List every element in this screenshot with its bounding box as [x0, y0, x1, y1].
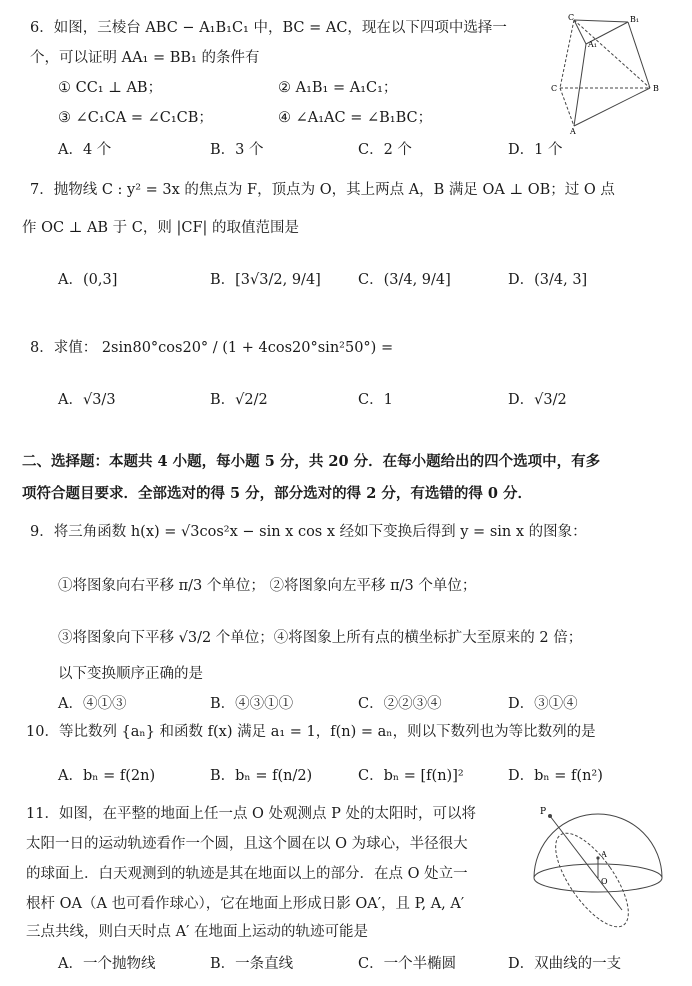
frustum-label-a: A: [570, 127, 576, 135]
q7-option-b: B．[3√3/2, 9/4]: [210, 272, 321, 288]
q6-option-a: A．4 个: [58, 142, 112, 158]
q11-line4: 根杆 OA（A 也可看作球心），它在地面上形成日影 OA′，且 P, A, A′: [26, 896, 465, 912]
q10-option-d: D．bₙ = f(n²): [508, 768, 603, 784]
label-p: P: [540, 807, 547, 817]
label-a: A: [601, 850, 607, 859]
q6-line1: 6．如图，三棱台 ABC − A₁B₁C₁ 中，BC = AC，现在以下四项中选择一: [30, 20, 507, 36]
q6-condition-1: ① CC₁ ⊥ AB；: [58, 80, 163, 96]
q10-option-b: B．bₙ = f(n/2): [210, 768, 313, 784]
q9-line4: 以下变换顺序正确的是: [58, 666, 203, 682]
q11-option-a: A．一个抛物线: [58, 956, 156, 972]
q11-option-d: D．双曲线的一支: [508, 956, 622, 972]
frustum-label-c1: C: [568, 13, 575, 22]
q7-line1: 7．抛物线 C : y² = 3x 的焦点为 F，顶点为 O，其上两点 A，B 满足 OA ⊥ OB；过 O 点: [30, 182, 615, 198]
q10-option-a: A．bₙ = f(2n): [58, 768, 156, 784]
q11-option-c: C．一个半椭圆: [358, 956, 457, 972]
section2-line2: 项符合题目要求．全部选对的得 5 分，部分选对的得 2 分，有选错的得 0 分．: [22, 485, 533, 502]
label-o: O: [601, 877, 608, 886]
q7-option-d: D．(3/4, 3]: [508, 272, 588, 288]
q6-condition-3: ③ ∠C₁CA = ∠C₁CB；: [58, 110, 213, 126]
q9-line2: ①将图象向右平移 π/3 个单位； ②将图象向左平移 π/3 个单位；: [58, 578, 477, 594]
q11-option-b: B．一条直线: [210, 956, 294, 972]
q6-line2: 个，可以证明 AA₁ = BB₁ 的条件有: [30, 50, 260, 66]
q6-option-d: D．1 个: [508, 142, 563, 158]
q6-condition-2: ② A₁B₁ = A₁C₁；: [278, 80, 398, 96]
section2-line1: 二、选择题：本题共 4 小题，每小题 5 分，共 20 分．在每小题给出的四个选项中，有多: [22, 453, 601, 470]
q11-line3: 的球面上．白天观测到的轨迹是其在地面以上的部分．在点 O 处立一: [26, 866, 468, 882]
q11-line2: 太阳一日的运动轨迹看作一个圆，且这个圆在以 O 为球心，半径很大: [26, 836, 468, 852]
q11-line5: 三点共线，则白天时点 A′ 在地面上运动的轨迹可能是: [26, 924, 368, 940]
q6-condition-4: ④ ∠A₁AC = ∠B₁BC；: [278, 110, 433, 126]
point-a: [596, 856, 599, 859]
q9-option-b: B．④③①①: [210, 696, 294, 712]
q7-option-c: C．(3/4, 9/4]: [358, 272, 451, 288]
point-p: [548, 814, 552, 818]
q8-option-c: C．1: [358, 392, 393, 408]
q9-line3: ③将图象向下平移 √3/2 个单位；④将图象上所有点的横坐标扩大至原来的 2 倍；: [58, 630, 583, 646]
q9-option-a: A．④①③: [58, 696, 127, 712]
q9-line1: 9．将三角函数 h(x) = √3cos²x − sin x cos x 经如下变换后得到 y = sin x 的图象：: [30, 524, 587, 540]
sun-path-figure: [528, 800, 668, 940]
q8-option-b: B．√2/2: [210, 392, 268, 408]
frustum-label-b1: B₁: [630, 15, 640, 24]
q10-line1: 10．等比数列 {aₙ} 和函数 f(x) 满足 a₁ = 1，f(n) = aₙ，则以下数列也为等比数列的是: [26, 724, 596, 740]
q7-option-a: A．(0,3]: [58, 272, 118, 288]
q8-line1: 8．求值： 2sin80°cos20° / (1 + 4cos20°sin²50°) =: [30, 340, 394, 356]
frustum-label-c: C: [551, 84, 558, 93]
q9-option-d: D．③①④: [508, 696, 578, 712]
q8-option-a: A．√3/3: [58, 392, 116, 408]
q7-line2: 作 OC ⊥ AB 于 C，则 |CF| 的取值范围是: [22, 220, 300, 236]
frustum-figure: [550, 10, 680, 135]
q9-option-c: C．②②③④: [358, 696, 442, 712]
frustum-label-b: B: [653, 84, 659, 93]
q11-line1: 11．如图，在平整的地面上任一点 O 处观测点 P 处的太阳时，可以将: [26, 806, 477, 822]
q6-option-b: B．3 个: [210, 142, 264, 158]
q8-option-d: D．√3/2: [508, 392, 567, 408]
q10-option-c: C．bₙ = [f(n)]²: [358, 768, 464, 784]
q6-option-c: C．2 个: [358, 142, 412, 158]
frustum-label-a1: A₁: [588, 40, 597, 49]
